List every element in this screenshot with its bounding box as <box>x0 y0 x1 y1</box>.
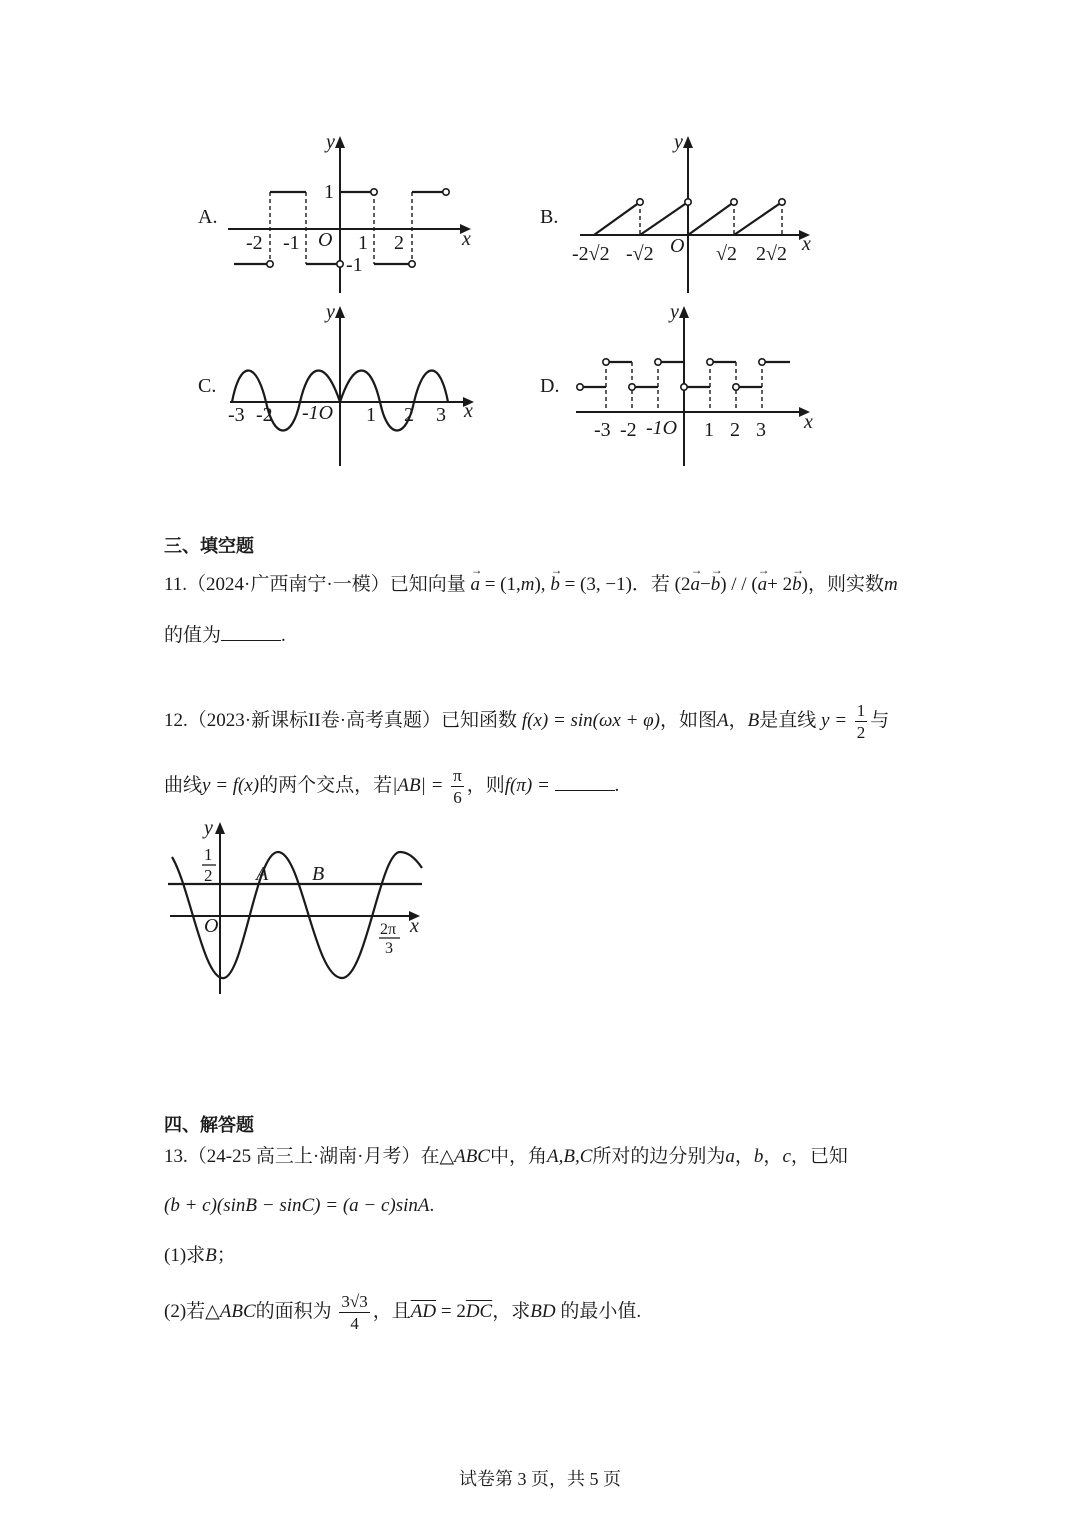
vector-a: → a <box>470 575 480 594</box>
point-a-label: A <box>256 863 269 885</box>
tick-label: -2 <box>256 404 273 426</box>
q12-text: ， <box>728 709 748 731</box>
answer-blank[interactable] <box>221 639 281 641</box>
option-c-graph <box>226 298 486 473</box>
q12-text: 曲线 <box>164 774 203 796</box>
q11-text: ) / / ( <box>720 574 758 595</box>
x-axis-label: x <box>410 915 419 937</box>
option-a-graph <box>228 128 488 298</box>
side-c: c <box>782 1146 791 1167</box>
half-denominator: 2 <box>204 866 213 885</box>
q13-text: ， <box>763 1146 783 1167</box>
y-axis-label: y <box>326 131 335 153</box>
q13-text: ，且 <box>372 1300 411 1322</box>
y-axis-label: y <box>674 131 683 153</box>
tick-label: 2 <box>404 404 414 426</box>
y-axis-label: y <box>326 301 335 323</box>
q13-text: = 2 <box>440 1300 466 1322</box>
option-d-label: D. <box>540 375 560 397</box>
ab-length: |AB| = <box>392 774 444 796</box>
q11-text: + 2 <box>767 574 793 595</box>
fraction-pi-sixth <box>451 767 464 806</box>
origin-label: O <box>318 229 333 251</box>
q13-text: 的面积为 <box>255 1300 332 1322</box>
f-pi-expression: f(π) = <box>504 774 550 796</box>
tick-label: 3 <box>756 419 766 441</box>
option-a-label: A. <box>198 206 218 228</box>
q12-text: . <box>614 774 620 796</box>
tick-label: 1 <box>358 232 368 254</box>
tick-label: -2 <box>620 419 637 441</box>
y-axis-arrow <box>335 306 345 318</box>
tick-label: -√2 <box>626 243 654 265</box>
q11-text: (2 <box>674 574 691 595</box>
tick-label: √2 <box>716 243 737 265</box>
tick-label: -2 <box>246 232 263 254</box>
q12-text: ，则 <box>466 774 505 796</box>
q13-text: ，求 <box>492 1300 531 1322</box>
y-axis-arrow <box>335 136 345 148</box>
origin-label: -1O <box>302 402 334 424</box>
fraction-numerator: π <box>453 766 462 785</box>
fraction-numerator: 3√3 <box>341 1292 368 1311</box>
vector-a: → a <box>758 575 768 594</box>
fraction-one-half <box>855 702 868 741</box>
option-d-graph <box>570 298 830 473</box>
var-m: m <box>883 574 898 595</box>
q13-text: (1)求 <box>164 1245 206 1266</box>
point-b: B <box>747 709 760 731</box>
q13-text: (2)若 <box>164 1300 206 1322</box>
tick-label: 1 <box>704 419 714 441</box>
vector-ad: $\overline{AD}$ <box>410 1300 437 1322</box>
q12-line-2 <box>164 767 619 806</box>
q12-text: ，如图 <box>660 709 718 731</box>
segment-bd: BD <box>530 1300 556 1322</box>
page-footer: 试卷第 3 页，共 5 页 <box>459 1469 621 1489</box>
vector-a: → a <box>690 575 700 594</box>
side-b: b <box>753 1146 764 1167</box>
q12-line-1 <box>164 702 889 741</box>
option-b-label: B. <box>540 206 559 228</box>
q12-text: 的两个交点，若 <box>259 774 393 796</box>
vector-b: → b <box>550 575 560 594</box>
tick-label: 2 <box>730 419 740 441</box>
fraction-denominator: 2 <box>856 723 866 742</box>
half-numerator: 1 <box>204 845 213 864</box>
triangle-abc: △ABC <box>205 1300 256 1322</box>
q13-text: 的最小值. <box>560 1300 642 1322</box>
q13-part-2 <box>164 1293 641 1332</box>
q11-prefix: 11.（2024·广西南宁·一模）已知向量 <box>164 574 466 595</box>
y-axis-arrow <box>679 306 689 318</box>
tick-denominator: 3 <box>385 940 393 957</box>
q11-text: )，则实数 <box>801 574 884 595</box>
x-axis-label: x <box>804 411 813 433</box>
point-a: A <box>717 709 729 731</box>
given-equation: (b + c)(sinB − sinC) = (a − c)sinA <box>164 1195 430 1216</box>
tick-label: 2 <box>394 232 404 254</box>
tick-numerator: 2π <box>380 921 397 938</box>
q12-text: 与 <box>870 709 890 731</box>
side-a: a <box>725 1146 735 1167</box>
tick-label: -3 <box>228 404 245 426</box>
y-axis-arrow <box>215 822 225 834</box>
tick-label: -1 <box>283 232 300 254</box>
q11-line-2 <box>164 626 286 645</box>
origin-label: O <box>670 235 685 257</box>
option-b-graph <box>570 128 830 298</box>
q13-text: ； <box>216 1245 236 1266</box>
origin-label: -1O <box>646 417 678 439</box>
y-axis-label: y <box>204 817 213 839</box>
point-b-label: B <box>312 863 325 885</box>
function-expression: f(x) = sin(ωx + φ) <box>521 709 661 731</box>
tick-label: -1 <box>346 254 363 276</box>
fraction-numerator: 1 <box>856 701 866 720</box>
q13-prefix: 13.（24-25 高三上·湖南·月考）在 <box>164 1146 440 1167</box>
tick-label: 1 <box>366 404 376 426</box>
section-4-heading: 四、解答题 <box>164 1115 254 1136</box>
triangle-abc: △ABC <box>439 1146 490 1167</box>
line-expression: y = <box>821 709 848 731</box>
tick-label: 1 <box>324 181 334 203</box>
q12-sine-graph <box>160 812 440 1002</box>
x-axis-label: x <box>462 228 471 250</box>
q13-text: . <box>429 1195 435 1216</box>
q11-text: ), <box>534 574 546 595</box>
q11-text: = (1, <box>484 574 521 595</box>
angle-b: B <box>205 1245 217 1266</box>
tick-label: 3 <box>436 404 446 426</box>
q11-text: 的值为 <box>164 625 222 646</box>
x-axis-label: x <box>802 233 811 255</box>
q13-text: 所对的边分别为 <box>592 1146 726 1167</box>
curve-expression: y = f(x) <box>202 774 260 796</box>
angles-abc: A,B,C <box>547 1146 593 1167</box>
q12-prefix: 12.（2023·新课标II卷·高考真题）已知函数 <box>164 709 518 731</box>
q13-text: ， <box>734 1146 754 1167</box>
q13-line-2 <box>164 1196 434 1215</box>
q11-text: − <box>699 574 711 595</box>
vector-b: → b <box>711 575 721 594</box>
var-m: m <box>520 574 535 595</box>
vector-dc: $\overline{DC}$ <box>465 1300 493 1322</box>
fraction-denominator: 4 <box>350 1314 359 1333</box>
fraction-area <box>339 1293 369 1332</box>
q11-text: = (3, −1)．若 <box>564 574 670 595</box>
origin-label: O <box>204 915 219 937</box>
q13-text: 中，角 <box>489 1146 547 1167</box>
answer-blank[interactable] <box>555 789 615 791</box>
tick-label: 2√2 <box>756 243 787 265</box>
section-3-heading: 三、填空题 <box>164 536 254 557</box>
q11-line-1 <box>164 575 898 594</box>
q13-part-1 <box>164 1246 236 1265</box>
q11-text: . <box>281 625 286 646</box>
vector-b: → b <box>792 575 802 594</box>
x-axis-label: x <box>464 400 473 422</box>
q13-line-1 <box>164 1147 848 1166</box>
q12-text: 是直线 <box>759 709 817 731</box>
y-axis-label: y <box>670 301 679 323</box>
q13-text: ，已知 <box>790 1146 848 1167</box>
tick-label: -2√2 <box>572 243 610 265</box>
option-c-label: C. <box>198 375 217 397</box>
fraction-denominator: 6 <box>453 788 462 807</box>
y-axis-arrow <box>683 136 693 148</box>
tick-label: -3 <box>594 419 611 441</box>
